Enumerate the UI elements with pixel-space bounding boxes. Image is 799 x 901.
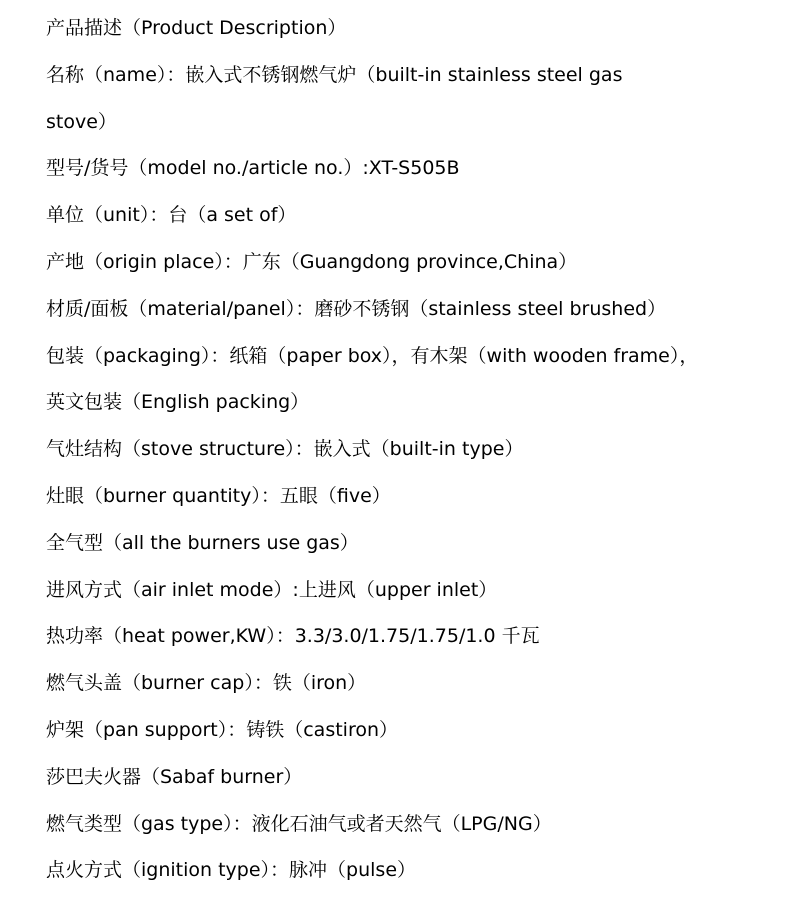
- spec-gas-type: 燃气类型（gas type）：液化石油气或者天然气（LPG/NG）: [46, 812, 552, 835]
- spec-material: 材质/面板（material/panel）：磨砂不锈钢（stainless steel brushed）: [46, 297, 667, 320]
- spec-burner-cap: 燃气头盖（burner cap）：铁（iron）: [46, 672, 367, 695]
- spec-air-inlet: 进风方式（air inlet mode）:上进风（upper inlet）: [46, 578, 498, 601]
- spec-packaging-continued: 英文包装（English packing）: [46, 391, 310, 414]
- spec-name-continued: stove）: [46, 110, 117, 133]
- spec-sabaf-burner: 莎巴夫火器（Sabaf burner）: [46, 765, 303, 788]
- product-description-document: [46, 11, 786, 900]
- spec-origin-place: 产地（origin place）：广东（Guangdong province,China）: [46, 250, 578, 273]
- spec-all-gas: 全气型（all the burners use gas）: [46, 531, 359, 554]
- spec-ignition-type: 点火方式（ignition type）：脉冲（pulse）: [46, 859, 417, 882]
- spec-heat-power: 热功率（heat power,KW）：3.3/3.0/1.75/1.75/1.0 千瓦: [46, 625, 540, 648]
- spec-model-number: 型号/货号（model no./article no.）:XT-S505B: [46, 157, 460, 180]
- spec-burner-quantity: 灶眼（burner quantity）：五眼（five）: [46, 484, 391, 507]
- spec-pan-support: 炉架（pan support）：铸铁（castiron）: [46, 718, 399, 741]
- spec-unit: 单位（unit）：台（a set of）: [46, 204, 297, 227]
- section-heading: 产品描述（Product Description）: [46, 17, 347, 39]
- spec-packaging: 包装（packaging）：纸箱（paper box），有木架（with wooden frame），: [46, 344, 699, 367]
- spec-stove-structure: 气灶结构（stove structure）：嵌入式（built-in type）: [46, 438, 524, 461]
- spec-name: 名称（name）：嵌入式不锈钢燃气炉（built-in stainless steel gas: [46, 63, 623, 86]
